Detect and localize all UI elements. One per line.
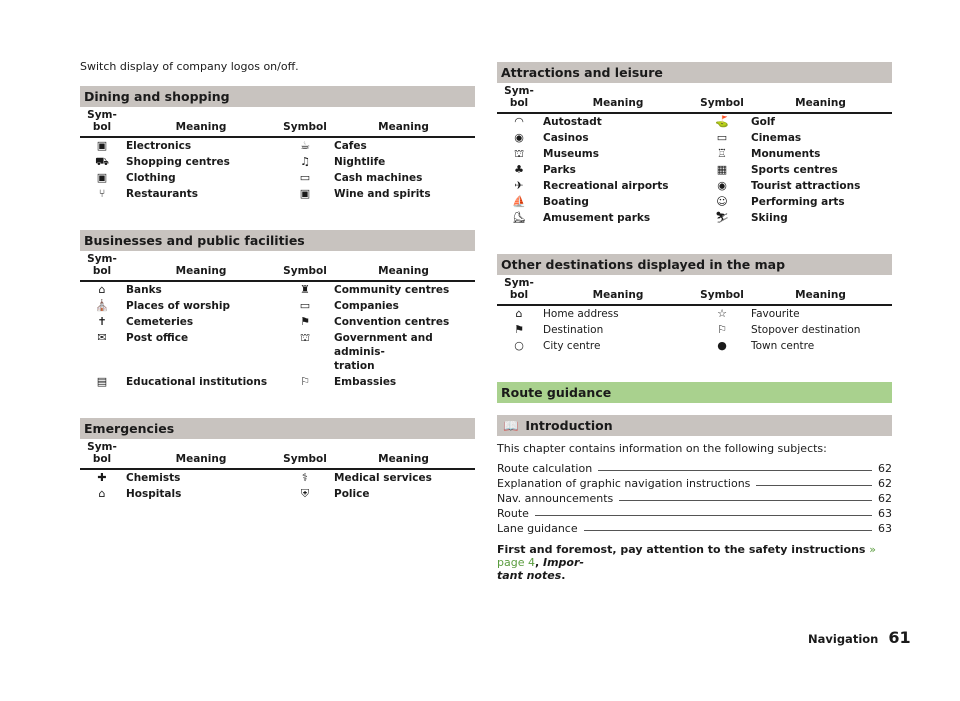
meaning-cell: Nightlife <box>334 156 386 168</box>
meaning-cell: Destination <box>543 324 604 336</box>
table-row <box>80 281 475 298</box>
table-row <box>497 178 892 194</box>
meaning-cell: Stopover destination <box>751 324 861 336</box>
meaning-cell: Police <box>334 488 370 500</box>
home-icon: ⌂ <box>515 307 523 320</box>
table-row <box>497 210 892 226</box>
meaning-cell: Cafes <box>334 140 367 152</box>
meaning-cell: Educational institutions <box>126 376 268 388</box>
toc-page: 63 <box>878 507 892 520</box>
meaning-cell: Convention centres <box>334 316 450 328</box>
meaning-cell: Tourist attractions <box>751 180 861 192</box>
column-header: Meaning <box>124 439 278 469</box>
column-header: Sym- bol <box>497 275 541 305</box>
meaning-cell: Performing arts <box>751 196 845 208</box>
education-icon: ▤ <box>96 375 108 388</box>
column-header: Sym- bol <box>80 251 124 281</box>
column-header: Sym- bol <box>80 439 124 469</box>
chemist-icon: ✚ <box>97 471 107 484</box>
boating-icon: ⛵ <box>512 195 526 208</box>
convention-icon: ⚑ <box>300 315 310 328</box>
toc-label: Lane guidance <box>497 522 578 535</box>
table-row <box>80 186 475 202</box>
book-icon: 📖 <box>503 418 519 433</box>
meaning-cell: Community centres <box>334 284 450 296</box>
tourist-icon: ◉ <box>717 179 727 192</box>
other-destinations-table <box>497 275 892 354</box>
companies-icon: ▭ <box>299 299 311 312</box>
symbol-cell <box>80 374 124 390</box>
business-section-title: Businesses and public facilities <box>80 230 475 251</box>
symbol-cell <box>695 162 749 178</box>
toc-page: 62 <box>878 477 892 490</box>
police-icon: ⛨ <box>300 487 310 500</box>
table-row <box>80 154 475 170</box>
symbol-cell <box>497 338 541 354</box>
symbol-cell <box>695 194 749 210</box>
meaning-cell: Casinos <box>543 132 589 144</box>
meaning-cell: Skiing <box>751 212 788 224</box>
symbol-cell <box>80 314 124 330</box>
meaning-cell: Cash machines <box>334 172 423 184</box>
favourite-star-icon: ☆ <box>717 307 727 320</box>
meaning-cell: Cinemas <box>751 132 802 144</box>
column-header: Meaning <box>332 107 475 137</box>
table-row <box>80 469 475 486</box>
meaning-cell: Autostadt <box>543 116 602 128</box>
symbol-cell <box>695 130 749 146</box>
cafe-icon: ☕ <box>300 139 310 152</box>
table-row <box>497 162 892 178</box>
toc-entry[interactable] <box>497 505 892 520</box>
symbol-cell <box>80 186 124 202</box>
important-notes-ref: Impor- tant notes <box>497 556 584 582</box>
column-header: Symbol <box>278 251 332 281</box>
meaning-cell: Golf <box>751 116 775 128</box>
meaning-cell: City centre <box>543 340 601 352</box>
symbol-cell <box>278 170 332 186</box>
community-centre-icon: ♜ <box>300 283 310 296</box>
meaning-cell: Chemists <box>126 472 181 484</box>
cemetery-icon: ✝ <box>97 315 107 328</box>
emergencies-section-title: Emergencies <box>80 418 475 439</box>
column-header: Sym- bol <box>80 107 124 137</box>
meaning-cell: Recreational airports <box>543 180 669 192</box>
column-header: Meaning <box>332 439 475 469</box>
toc-page: 62 <box>878 462 892 475</box>
town-centre-dot-icon: ● <box>717 339 727 352</box>
wine-icon: ▣ <box>299 187 311 200</box>
table-row <box>80 486 475 502</box>
symbol-cell <box>278 137 332 154</box>
symbol-cell <box>80 469 124 486</box>
symbol-cell <box>497 322 541 338</box>
toc-page: 63 <box>878 522 892 535</box>
table-row <box>80 374 475 390</box>
page-link[interactable]: » page 4 <box>497 543 877 569</box>
city-centre-ring-icon: ○ <box>514 339 524 352</box>
column-header: Meaning <box>749 83 892 113</box>
toc-entry[interactable] <box>497 475 892 490</box>
symbol-cell <box>278 314 332 330</box>
symbol-cell <box>497 162 541 178</box>
symbol-cell <box>497 130 541 146</box>
symbol-cell <box>695 146 749 162</box>
monument-icon: ♖ <box>717 147 727 160</box>
route-guidance-heading: Route guidance <box>497 382 892 403</box>
symbol-cell <box>278 298 332 314</box>
toc-label: Nav. announcements <box>497 492 614 505</box>
worship-icon: ⛪ <box>95 299 109 312</box>
column-header: Sym- bol <box>497 83 541 113</box>
symbol-cell <box>278 374 332 390</box>
clothing-icon: ▣ <box>96 171 108 184</box>
right-column <box>497 0 892 582</box>
other-destinations-section-title: Other destinations displayed in the map <box>497 254 892 275</box>
meaning-cell: Favourite <box>751 308 800 320</box>
meaning-cell: Electronics <box>126 140 192 152</box>
embassy-icon: ⚐ <box>300 375 310 388</box>
toc-page: 62 <box>878 492 892 505</box>
symbol-cell <box>695 338 749 354</box>
column-header: Meaning <box>332 251 475 281</box>
table-row <box>497 113 892 130</box>
post-office-icon: ✉ <box>97 331 107 344</box>
autostadt-icon: ◠ <box>514 115 524 128</box>
toc-entry[interactable] <box>497 490 892 505</box>
meaning-cell: Town centre <box>751 340 815 352</box>
safety-warning: First and foremost, pay attention to the safety instructions » page 4, Impor- tant notes. <box>497 543 877 582</box>
symbol-cell <box>80 330 124 374</box>
meaning-cell: Monuments <box>751 148 821 160</box>
casino-icon: ◉ <box>514 131 524 144</box>
symbol-cell <box>497 305 541 322</box>
symbol-cell <box>278 486 332 502</box>
meaning-cell: Wine and spirits <box>334 188 431 200</box>
table-row <box>80 137 475 154</box>
footer-section: Navigation <box>808 632 879 646</box>
electronics-icon: ▣ <box>96 139 108 152</box>
attractions-section-title: Attractions and leisure <box>497 62 892 83</box>
skiing-icon: ⛷ <box>715 211 729 224</box>
table-row <box>497 338 892 354</box>
introduction-title: Introduction <box>525 418 613 433</box>
introduction-text: This chapter contains information on the following subjects: <box>497 442 827 455</box>
government-icon: ⛫ <box>299 331 311 344</box>
column-header: Meaning <box>541 83 695 113</box>
meaning-cell: Places of worship <box>126 300 231 312</box>
toc-leader <box>619 500 872 501</box>
cash-machine-icon: ▭ <box>299 171 311 184</box>
emergencies-table <box>80 439 475 502</box>
meaning-cell: Embassies <box>334 376 397 388</box>
symbol-cell <box>695 210 749 226</box>
meaning-cell: Restaurants <box>126 188 199 200</box>
shopping-cart-icon: ⛟ <box>95 155 109 168</box>
toc-leader <box>535 515 872 516</box>
table-row <box>497 194 892 210</box>
column-header: Symbol <box>695 83 749 113</box>
table-row <box>80 314 475 330</box>
column-header: Symbol <box>278 107 332 137</box>
bank-icon: ⌂ <box>98 283 106 296</box>
dining-table <box>80 107 475 202</box>
column-header: Meaning <box>124 251 278 281</box>
symbol-cell <box>278 469 332 486</box>
medical-icon: ⚕ <box>302 471 308 484</box>
table-row <box>80 298 475 314</box>
destination-flag-icon: ⚑ <box>514 323 524 336</box>
attractions-table <box>497 83 892 226</box>
table-row <box>497 146 892 162</box>
symbol-cell <box>695 178 749 194</box>
meaning-cell: Medical services <box>334 472 432 484</box>
sports-centre-icon: ▦ <box>716 163 728 176</box>
toc-label: Explanation of graphic navigation instructions <box>497 477 751 490</box>
column-header: Meaning <box>541 275 695 305</box>
introduction-heading <box>497 415 892 436</box>
symbol-cell <box>278 281 332 298</box>
column-header: Meaning <box>749 275 892 305</box>
toc-label: Route <box>497 507 529 520</box>
table-row <box>80 330 475 374</box>
restaurant-icon: ⑂ <box>98 187 106 200</box>
left-column <box>80 0 475 502</box>
page-footer <box>808 628 911 647</box>
meaning-cell: Home address <box>543 308 619 320</box>
column-header: Meaning <box>124 107 278 137</box>
meaning-cell: Hospitals <box>126 488 182 500</box>
business-table <box>80 251 475 390</box>
symbol-cell <box>80 298 124 314</box>
column-header: Symbol <box>278 439 332 469</box>
museum-icon: ⛫ <box>513 147 525 160</box>
symbol-cell <box>278 154 332 170</box>
symbol-cell <box>278 186 332 202</box>
park-icon: ♣ <box>514 163 524 176</box>
golf-icon: ⛳ <box>715 115 729 128</box>
nightlife-icon: ♫ <box>300 155 310 168</box>
performing-arts-icon: ☺ <box>716 195 728 208</box>
symbol-cell <box>80 281 124 298</box>
symbol-cell <box>80 137 124 154</box>
page-number: 61 <box>888 628 911 647</box>
symbol-cell <box>695 113 749 130</box>
meaning-cell: Banks <box>126 284 162 296</box>
meaning-cell: Parks <box>543 164 576 176</box>
meaning-cell: Clothing <box>126 172 176 184</box>
meaning-cell: Museums <box>543 148 599 160</box>
meaning-cell: Government and adminis- tration <box>334 332 433 372</box>
hospital-icon: ⌂ <box>98 487 106 500</box>
toc-entry[interactable] <box>497 460 892 475</box>
table-of-contents <box>497 460 892 535</box>
table-row <box>497 322 892 338</box>
symbol-cell <box>80 486 124 502</box>
airport-icon: ✈ <box>514 179 524 192</box>
symbol-cell <box>497 178 541 194</box>
symbol-cell <box>497 113 541 130</box>
symbol-cell <box>80 170 124 186</box>
symbol-cell <box>497 194 541 210</box>
meaning-cell: Amusement parks <box>543 212 651 224</box>
table-row <box>497 130 892 146</box>
dining-section-title: Dining and shopping <box>80 86 475 107</box>
column-header: Symbol <box>695 275 749 305</box>
symbol-cell <box>695 322 749 338</box>
symbol-cell <box>695 305 749 322</box>
toc-leader <box>584 530 872 531</box>
meaning-cell: Post office <box>126 332 189 344</box>
amusement-park-icon: ⛸ <box>512 211 526 224</box>
logo-toggle-note: Switch display of company logos on/off. <box>80 60 299 73</box>
stopover-flag-icon: ⚐ <box>717 323 727 336</box>
toc-leader <box>756 485 872 486</box>
symbol-cell <box>497 146 541 162</box>
toc-entry[interactable] <box>497 520 892 535</box>
meaning-cell: Cemeteries <box>126 316 194 328</box>
toc-leader <box>598 470 872 471</box>
table-row <box>497 305 892 322</box>
symbol-cell <box>497 210 541 226</box>
table-row <box>80 170 475 186</box>
meaning-cell: Boating <box>543 196 589 208</box>
cinema-icon: ▭ <box>716 131 728 144</box>
meaning-cell: Sports centres <box>751 164 838 176</box>
meaning-cell: Companies <box>334 300 399 312</box>
meaning-cell: Shopping centres <box>126 156 230 168</box>
symbol-cell <box>80 154 124 170</box>
symbol-cell <box>278 330 332 374</box>
toc-label: Route calculation <box>497 462 593 475</box>
